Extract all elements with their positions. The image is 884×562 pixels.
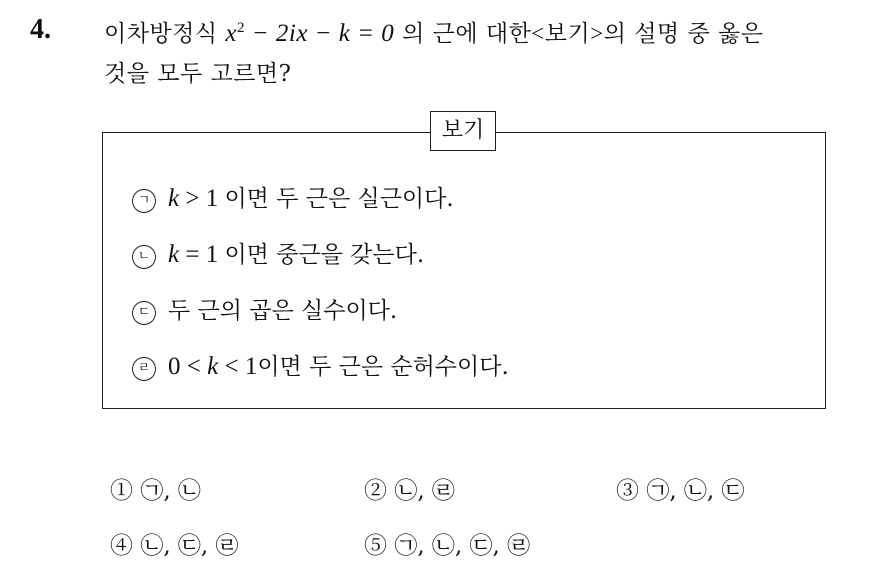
statement-3	[132, 296, 397, 326]
question-equation	[225, 20, 394, 47]
statement-pre-condition: 0 <	[168, 353, 208, 380]
choice-text: ㉡, ㉣	[394, 478, 455, 504]
equation-rest: − 2ix − k = 0	[245, 20, 395, 47]
equation-exponent: 2	[237, 20, 246, 36]
statement-variable: k	[168, 185, 180, 212]
question-text	[104, 14, 874, 94]
bogi-title: 보기	[430, 111, 496, 151]
statement-condition: = 1	[179, 241, 225, 268]
question-line-2: 것을 모두 고르면?	[104, 61, 292, 87]
choice-text: ㉠, ㉡	[140, 478, 201, 504]
choice-number: ①	[110, 478, 133, 504]
choice-3[interactable]	[616, 476, 745, 506]
statement-2	[132, 240, 424, 270]
statement-text: 이면 중근을 갖는다.	[224, 242, 425, 268]
equation-x: x	[225, 20, 238, 47]
statement-marker: ㄱ	[132, 189, 156, 213]
statement-4	[132, 352, 509, 382]
choice-1[interactable]	[110, 476, 201, 506]
bogi-reference: <보기>	[531, 21, 604, 46]
statement-marker: ㄹ	[132, 357, 156, 381]
statement-condition: < 1	[218, 353, 258, 380]
statement-variable: k	[207, 353, 219, 380]
question-prefix: 이차방정식	[104, 21, 226, 47]
choice-number: ③	[616, 478, 639, 504]
statement-1	[132, 184, 454, 214]
choice-text: ㉠, ㉡, ㉢	[646, 478, 745, 504]
choice-text: ㉡, ㉢, ㉣	[140, 533, 239, 559]
choice-4[interactable]	[110, 531, 239, 561]
statement-condition: > 1	[179, 185, 225, 212]
question-number: 4.	[30, 14, 51, 45]
choice-number: ④	[110, 533, 133, 559]
question-mid: 의 근에 대한	[394, 21, 532, 47]
statement-text: 이면 두 근은 실근이다.	[224, 186, 454, 212]
question-suffix: 의 설명 중 옳은	[603, 21, 764, 47]
choice-number: ⑤	[364, 533, 387, 559]
choice-number: ②	[364, 478, 387, 504]
statement-marker: ㄴ	[132, 245, 156, 269]
choice-text: ㉠, ㉡, ㉢, ㉣	[394, 533, 531, 559]
statement-variable: k	[168, 241, 180, 268]
statement-text: 이면 두 근은 순허수이다.	[257, 354, 509, 380]
statement-text: 두 근의 곱은 실수이다.	[168, 298, 398, 324]
choice-2[interactable]	[364, 476, 455, 506]
statement-marker: ㄷ	[132, 301, 156, 325]
choice-5[interactable]	[364, 531, 530, 561]
